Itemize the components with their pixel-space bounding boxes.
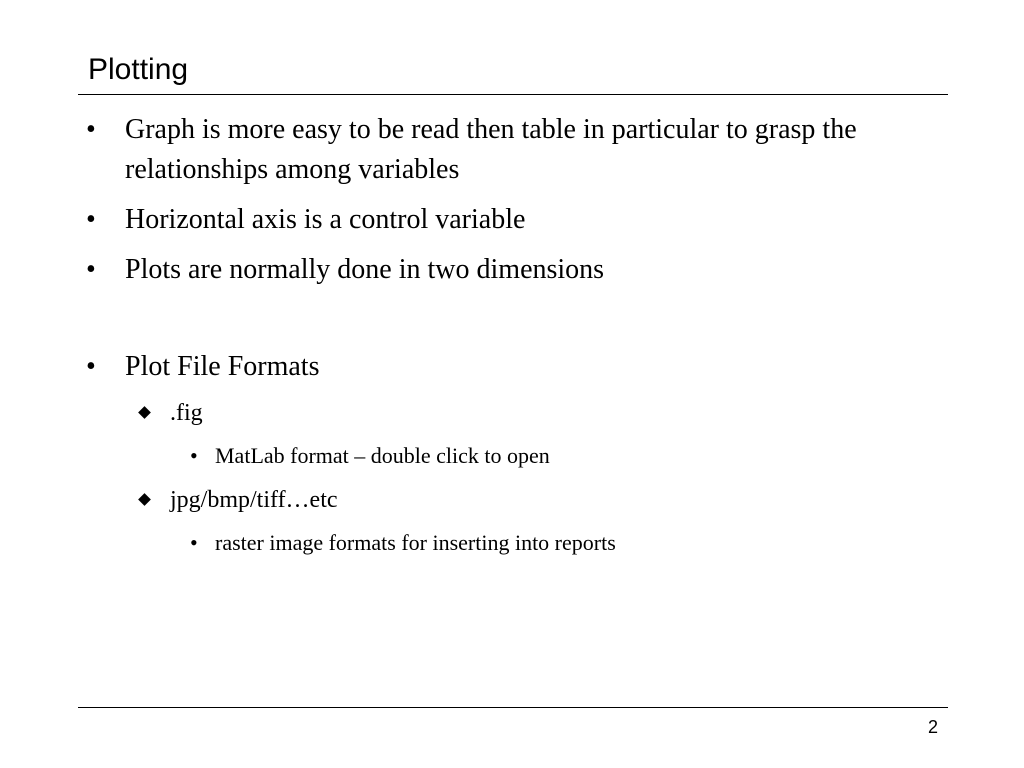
sub-bullet-text: jpg/bmp/tiff…etc (170, 487, 338, 513)
bullet-mark: • (190, 443, 198, 468)
bullet-mark: • (190, 530, 198, 555)
page-number: 2 (927, 717, 938, 737)
sub-bullet-text: .fig (170, 400, 203, 426)
bullet-text: Plots are normally done in two dimensions (125, 254, 605, 285)
diamond-bullet-icon (138, 406, 151, 419)
bullet-text: Graph is more easy to be read then table in particular to grasp the relationships among variables (125, 114, 857, 185)
bullet-text: Plot File Formats (125, 351, 320, 382)
sub-sub-bullet-text: raster image formats for inserting into reports (215, 530, 616, 555)
slide-title: Plotting (88, 53, 189, 86)
bullet-mark: • (86, 114, 96, 145)
sub-sub-bullet-text: MatLab format – double click to open (215, 443, 550, 468)
title-divider (78, 94, 948, 95)
bullet-text: Horizontal axis is a control variable (125, 204, 526, 235)
diamond-bullet-icon (138, 493, 151, 506)
bullet-mark: • (86, 351, 96, 382)
bullet-mark: • (86, 254, 96, 285)
bullet-mark: • (86, 204, 96, 235)
footer-divider (78, 707, 948, 708)
